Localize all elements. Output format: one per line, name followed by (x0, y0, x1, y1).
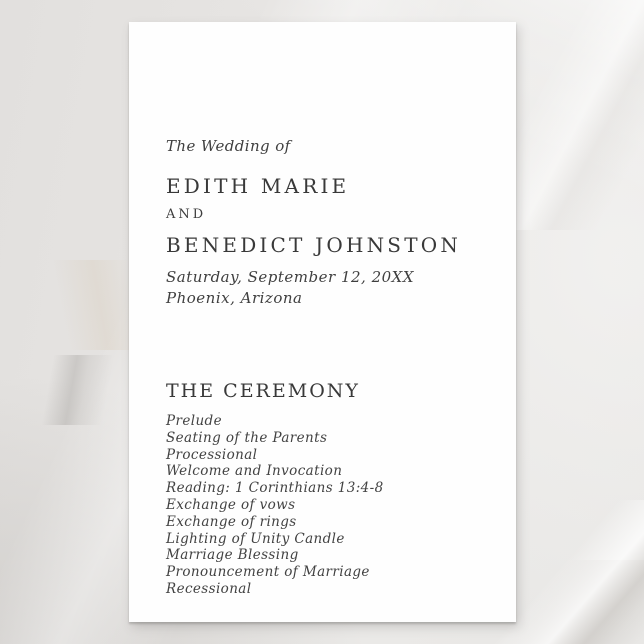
ceremony-list (166, 413, 488, 598)
ceremony-item: Reading: 1 Corinthians 13:4-8 (166, 480, 384, 497)
ceremony-section-title: THE CEREMONY (166, 380, 360, 402)
event-location: Phoenix, Arizona (166, 288, 303, 307)
ceremony-item: Seating of the Parents (166, 429, 328, 446)
event-date: Saturday, September 12, 20XX (166, 268, 415, 286)
ceremony-item: Welcome and Invocation (166, 463, 343, 480)
intro-line: The Wedding of (166, 137, 291, 155)
ceremony-item: Lighting of Unity Candle (166, 530, 345, 547)
groom-name: BENEDICT JOHNSTON (166, 233, 462, 257)
ceremony-item: Pronouncement of Marriage (166, 564, 370, 581)
wedding-program-card (129, 22, 516, 622)
ceremony-item: Prelude (166, 413, 222, 429)
ceremony-item: Processional (166, 446, 258, 463)
ceremony-item: Exchange of rings (166, 513, 297, 530)
ceremony-item: Recessional (166, 580, 252, 597)
bride-name: EDITH MARIE (166, 174, 350, 198)
ceremony-item: Exchange of vows (166, 496, 296, 513)
event-details (166, 267, 488, 308)
ceremony-item: Marriage Blessing (166, 547, 299, 564)
conjunction-label: AND (166, 207, 207, 222)
